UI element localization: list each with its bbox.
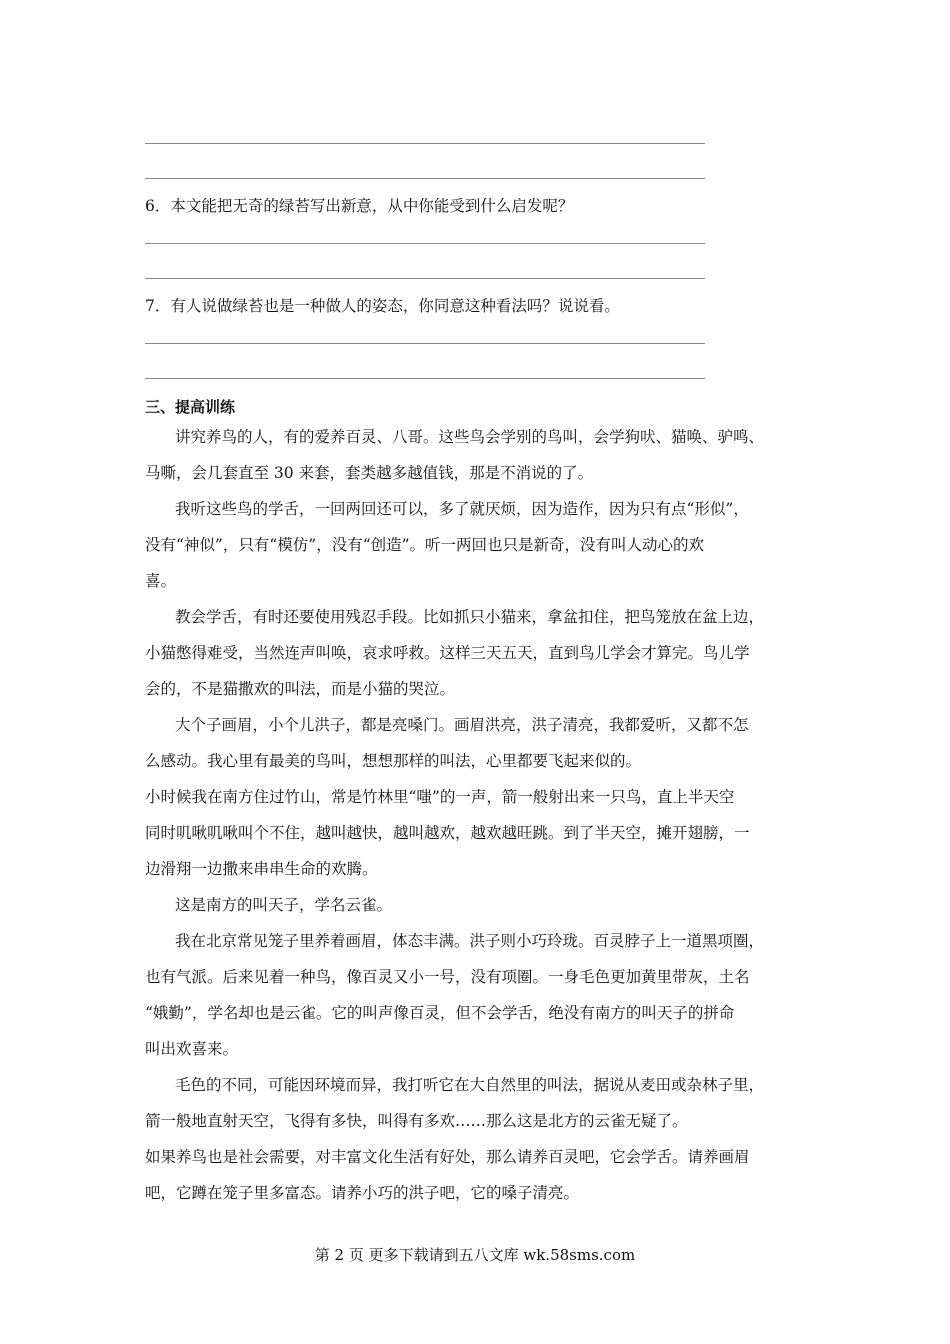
paragraph-line: 我在北京常见笼子里养着画眉，体态丰满。洪子则小巧玲珑。百灵脖子上一道黑项圈， bbox=[175, 932, 765, 950]
paragraph bbox=[145, 887, 815, 923]
answer-line bbox=[145, 143, 705, 144]
paragraph bbox=[145, 923, 815, 1067]
answer-line bbox=[145, 178, 705, 179]
paragraph-line: 没有“神似”，只有“模仿”，没有“创造”。听一两回也只是新奇，没有叫人动心的欢 bbox=[145, 536, 705, 554]
paragraph-line: 教会学舌，有时还要使用残忍手段。比如抓只小猫来，拿盆扣住，把鸟笼放在盆上边， bbox=[175, 608, 765, 626]
answer-line bbox=[145, 243, 705, 244]
answer-line bbox=[145, 278, 705, 279]
paragraph-line: 喜。 bbox=[145, 572, 177, 590]
paragraph bbox=[145, 1067, 815, 1139]
paragraph-line: 讲究养鸟的人，有的爱养百灵、八哥。这些鸟会学别的鸟叫，会学狗吠、猫唤、驴鸣、 bbox=[175, 428, 765, 446]
paragraph-line: 吧，它蹲在笼子里多富态。请养小巧的洪子吧，它的嗓子清亮。 bbox=[145, 1184, 580, 1202]
paragraph-line: 边滑翔一边撒来串串生命的欢腾。 bbox=[145, 860, 378, 878]
paragraph-line: 会的，不是猫撒欢的叫法，而是小猫的哭泣。 bbox=[145, 680, 456, 698]
paragraph-line: 叫出欢喜来。 bbox=[145, 1040, 239, 1058]
paragraph-line: 么感动。我心里有最美的鸟叫，想想那样的叫法，心里都要飞起来似的。 bbox=[145, 752, 642, 770]
paragraph-line: 马嘶，会几套直至 30 来套，套类越多越值钱，那是不消说的了。 bbox=[145, 464, 594, 482]
paragraph-line: 也有气派。后来见着一种鸟，像百灵又小一号，没有项圈。一身毛色更加黄里带灰，土名 bbox=[145, 968, 750, 986]
answer-line bbox=[145, 378, 705, 379]
section-title: 三、提高训练 bbox=[145, 398, 236, 416]
paragraph-line: 小猫憋得难受，当然连声叫唤，哀求呼救。这样三天五天，直到鸟儿学会才算完。鸟儿学 bbox=[145, 644, 750, 662]
page-footer: 第 2 页 更多下载请到五八文库 wk.58sms.com bbox=[314, 1246, 636, 1264]
paragraph-line: 如果养鸟也是社会需要，对丰富文化生活有好处，那么请养百灵吧，它会学舌。请养画眉 bbox=[145, 1148, 750, 1166]
question-7: 7．有人说做绿苔也是一种做人的姿态，你同意这种看法吗？说说看。 bbox=[145, 297, 620, 315]
paragraph bbox=[145, 779, 815, 887]
paragraph-line: 小时候我在南方住过竹山，常是竹林里“嗤”的一声，箭一般射出来一只鸟，直上半天空 bbox=[145, 788, 735, 806]
paragraph bbox=[145, 707, 815, 779]
paragraph-line: 这是南方的叫天子，学名云雀。 bbox=[175, 896, 393, 914]
paragraph-line: 箭一般地直射天空，飞得有多快，叫得有多欢……那么这是北方的云雀无疑了。 bbox=[145, 1112, 688, 1130]
paragraph bbox=[145, 599, 815, 707]
paragraph-line: 毛色的不同，可能因环境而异，我打听它在大自然里的叫法，据说从麦田或杂林子里， bbox=[175, 1076, 765, 1094]
paragraph bbox=[145, 419, 815, 491]
paragraph-line: 我听这些鸟的学舌，一回两回还可以，多了就厌烦，因为造作，因为只有点“形似”， bbox=[175, 500, 749, 518]
paragraph-line: “娥勤”，学名却也是云雀。它的叫声像百灵，但不会学舌，绝没有南方的叫天子的拼命 bbox=[145, 1004, 735, 1022]
paragraph-line: 大个子画眉，小个儿洪子，都是亮嗓门。画眉洪亮，洪子清亮，我都爱听，又都不怎 bbox=[175, 716, 749, 734]
answer-line bbox=[145, 343, 705, 344]
paragraph bbox=[145, 1139, 815, 1211]
paragraph bbox=[145, 491, 815, 599]
question-6: 6．本文能把无奇的绿苔写出新意，从中你能受到什么启发呢？ bbox=[145, 197, 574, 215]
paragraph-line: 同时叽啾叽啾叫个不住，越叫越快，越叫越欢，越欢越旺跳。到了半天空，摊开翅膀，一 bbox=[145, 824, 750, 842]
